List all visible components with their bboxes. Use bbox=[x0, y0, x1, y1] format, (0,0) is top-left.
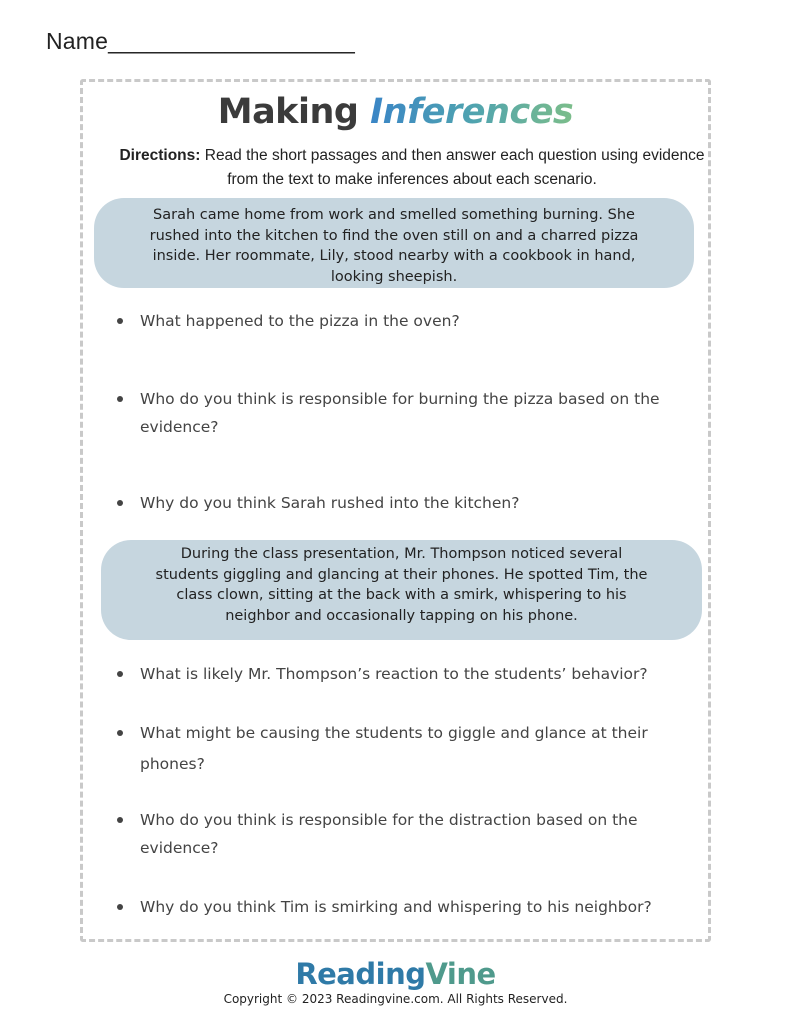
passage-line: Sarah came home from work and smelled something burning. She bbox=[153, 207, 635, 223]
bullet-icon bbox=[117, 730, 123, 736]
copyright-notice: Copyright © 2023 Readingvine.com. All Rights Reserved. bbox=[223, 992, 568, 1006]
title-part-making: Making bbox=[217, 92, 371, 132]
question-text: What is likely Mr. Thompson’s reaction to the students’ behavior? bbox=[140, 665, 648, 683]
logo-part-reading: Reading bbox=[295, 957, 426, 991]
passage-line: looking sheepish. bbox=[330, 268, 458, 285]
question-text: Who do you think is responsible for the distraction based on the evidence? bbox=[140, 811, 638, 857]
question-text: What happened to the pizza in the oven? bbox=[140, 312, 460, 330]
passage-1 bbox=[94, 198, 694, 288]
passage-line: During the class presentation, Mr. Thompson noticed several bbox=[180, 546, 623, 562]
question-text: Why do you think Tim is smirking and whispering to his neighbor? bbox=[140, 898, 652, 916]
question-3 bbox=[117, 489, 707, 517]
title-part-inferences: Inferences bbox=[370, 92, 574, 132]
question-2 bbox=[117, 385, 717, 441]
question-1 bbox=[117, 307, 707, 335]
question-5 bbox=[117, 718, 707, 780]
bullet-icon bbox=[117, 904, 123, 910]
bullet-icon bbox=[117, 396, 123, 402]
passage-2 bbox=[101, 540, 702, 640]
directions-label: Directions: bbox=[119, 147, 201, 164]
directions bbox=[112, 144, 712, 192]
readingvine-logo bbox=[0, 957, 791, 991]
passage-line: students giggling and glancing at their phones. He spotted Tim, the bbox=[155, 566, 648, 583]
logo-part-vine: Vine bbox=[425, 957, 496, 991]
passage-line: rushed into the kitchen to find the oven still on and a charred pizza bbox=[149, 227, 639, 244]
worksheet-title bbox=[0, 92, 791, 132]
passage-line: inside. Her roommate, Lily, stood nearby with a cookbook in hand, bbox=[152, 248, 636, 264]
directions-text: Read the short passages and then answer each question using evidence from the text to make inferences about each scenario. bbox=[200, 147, 705, 188]
question-7 bbox=[117, 893, 717, 921]
bullet-icon bbox=[117, 817, 123, 823]
question-text: Why do you think Sarah rushed into the kitchen? bbox=[140, 494, 520, 512]
bullet-icon bbox=[117, 500, 123, 506]
question-4 bbox=[117, 660, 707, 688]
question-6 bbox=[117, 806, 697, 862]
bullet-icon bbox=[117, 318, 123, 324]
name-field-label: Name___________________ bbox=[46, 28, 355, 54]
question-text: Who do you think is responsible for burning the pizza based on the evidence? bbox=[140, 390, 660, 436]
passage-line: class clown, sitting at the back with a smirk, whispering to his bbox=[176, 587, 627, 603]
bullet-icon bbox=[117, 671, 123, 677]
passage-line: neighbor and occasionally tapping on his phone. bbox=[225, 607, 578, 624]
question-text: What might be causing the students to giggle and glance at their phones? bbox=[140, 724, 648, 773]
